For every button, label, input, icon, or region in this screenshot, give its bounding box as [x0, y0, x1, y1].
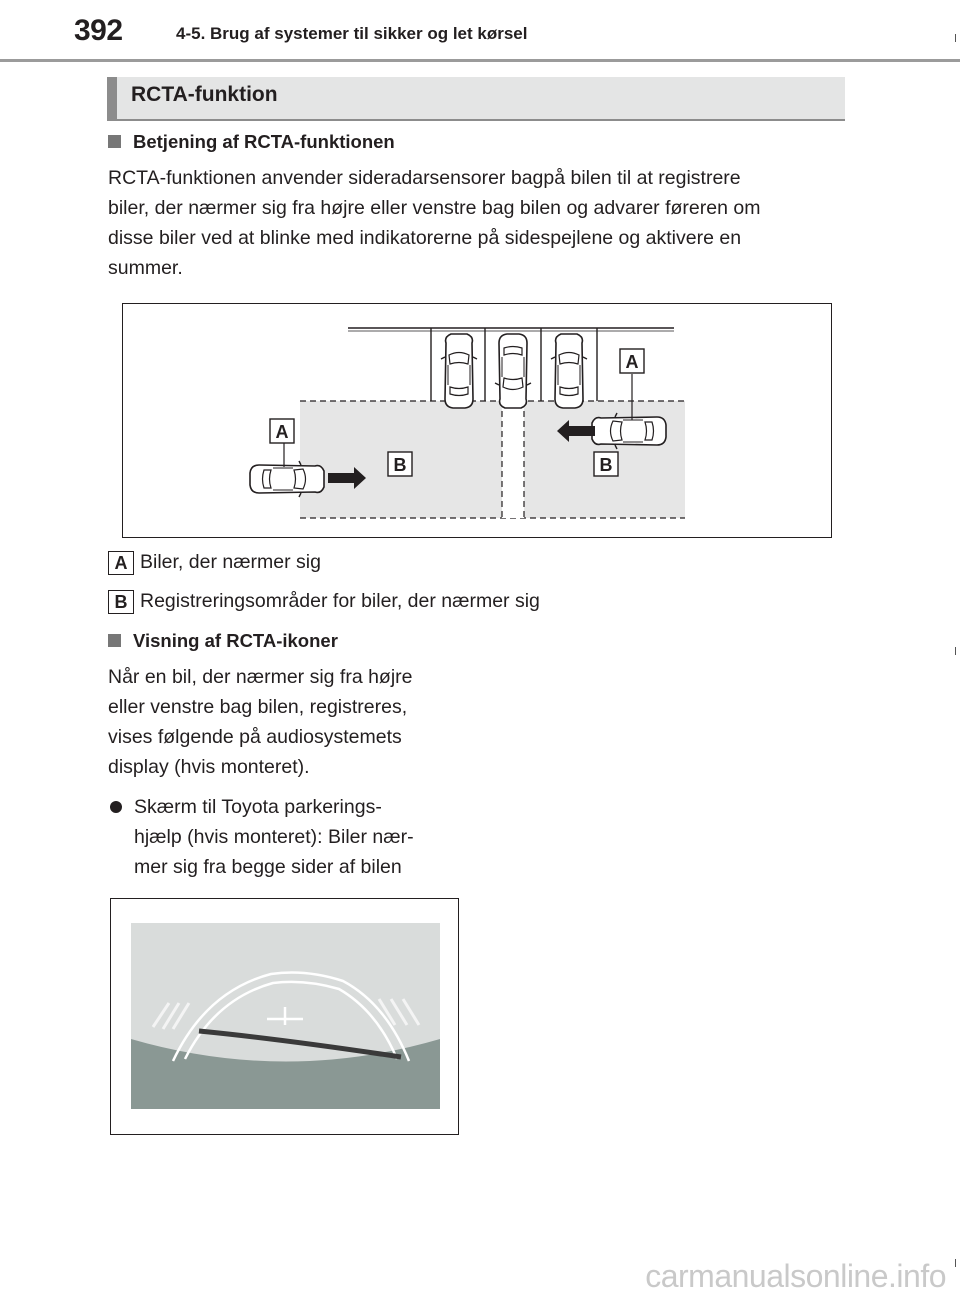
text-line: biler, der nærmer sig fra højre eller venstre bag bilen og advarer føreren om	[108, 197, 761, 219]
text-line: display (hvis monteret).	[108, 756, 310, 778]
own-car	[495, 334, 531, 408]
display-svg	[111, 899, 458, 1134]
square-bullet-icon	[108, 135, 121, 148]
label-b-left	[388, 452, 412, 476]
text-line: RCTA-funktionen anvender sideradarsensorer bagpå bilen til at registrere	[108, 167, 741, 189]
parked-car	[441, 334, 477, 408]
bullet-text	[134, 792, 494, 882]
legend-a-text: Biler, der nærmer sig	[140, 551, 321, 574]
label-b-text: B	[599, 455, 613, 475]
text-line: vises følgende på audiosystemets	[108, 726, 402, 748]
text-line: Når en bil, der nærmer sig fra højre	[108, 666, 413, 688]
page-title: RCTA-funktion	[131, 83, 278, 106]
subheading-icons-label: Visning af RCTA-ikoner	[133, 630, 338, 651]
icons-paragraph	[108, 662, 413, 782]
subheading-icons	[108, 630, 338, 652]
watermark: carmanualsonline.info	[645, 1258, 946, 1294]
legend-b-text: Registreringsområder for biler, der nærmer sig	[140, 590, 540, 613]
bullet-dot-icon	[110, 801, 122, 813]
legend-a	[108, 551, 321, 575]
header-rule	[0, 59, 960, 62]
legend-b-tag: B	[108, 590, 134, 614]
title-accent	[107, 77, 117, 119]
legend-b	[108, 590, 540, 614]
crop-mark	[955, 34, 956, 42]
label-a-right	[620, 349, 644, 373]
approaching-car-right	[592, 413, 666, 449]
label-a-left	[270, 419, 294, 443]
text-line: eller venstre bag bilen, registreres,	[108, 696, 408, 718]
text-line: mer sig fra begge sider af bilen	[134, 856, 402, 878]
rcta-diagram-svg	[123, 304, 831, 537]
text-line: hjælp (hvis monteret): Biler nær-	[134, 826, 414, 848]
square-bullet-icon	[108, 634, 121, 647]
center-gap	[502, 401, 524, 518]
subheading-operation	[108, 131, 395, 153]
legend-a-tag: A	[108, 551, 134, 575]
approaching-car-left	[250, 461, 324, 497]
rcta-diagram	[122, 303, 832, 538]
subheading-operation-label: Betjening af RCTA-funktionen	[133, 131, 395, 152]
crop-mark	[955, 1259, 956, 1267]
page-number: 392	[74, 14, 123, 47]
label-b-right	[594, 452, 618, 476]
operation-paragraph	[108, 163, 760, 283]
label-b-text: B	[393, 455, 407, 475]
label-a-text: A	[275, 422, 289, 442]
parked-car	[551, 334, 587, 408]
crop-mark	[955, 647, 956, 655]
label-a-text: A	[625, 352, 639, 372]
section-title-bar	[107, 77, 845, 121]
text-line: summer.	[108, 257, 183, 279]
parking-assist-display	[110, 898, 459, 1135]
text-line: disse biler ved at blinke med indikatorerne på sidespejlene og aktivere en	[108, 227, 742, 249]
section-title: 4-5. Brug af systemer til sikker og let kørsel	[176, 24, 528, 43]
text-line: Skærm til Toyota parkerings-	[134, 796, 382, 818]
